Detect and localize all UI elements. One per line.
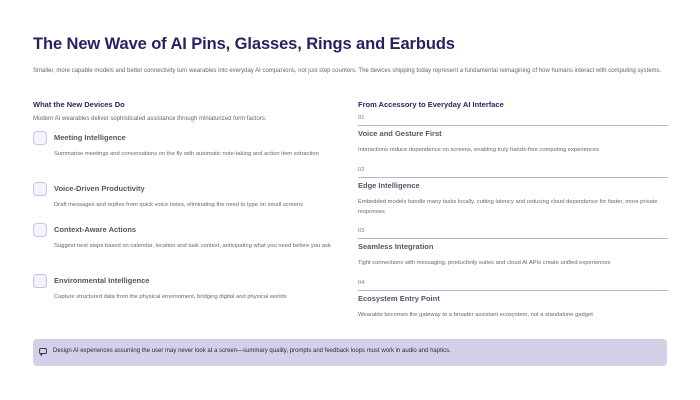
step-title: Seamless Integration: [358, 242, 434, 251]
checkbox[interactable]: [33, 223, 47, 237]
step-description: Tight connections with messaging, productivity suites and cloud AI APIs create unified experiences: [358, 260, 611, 266]
step-description: Wearable becomes the gateway to a broader assistant ecosystem, not a standalone gadget: [358, 312, 593, 318]
feature-description: Draft messages and replies from quick voice notes, eliminating the need to type on small screens: [54, 202, 304, 208]
divider: [358, 177, 668, 178]
feature-title: Context-Aware Actions: [54, 225, 137, 234]
checkbox[interactable]: [33, 182, 47, 196]
feature-description: Capture structured data from the physical environment, bridging digital and physical worlds: [54, 294, 287, 300]
divider: [358, 238, 668, 239]
callout-banner: [33, 339, 667, 366]
feature-description: Suggest next steps based on calendar, location and task context, anticipating what you need before you ask: [54, 243, 331, 249]
step-title: Ecosystem Entry Point: [358, 294, 440, 303]
right-column-heading: From Accessory to Everyday AI Interface: [358, 100, 504, 109]
step-number: 04: [358, 280, 365, 286]
step-description: Embedded models handle many tasks locally, cutting latency and reducing cloud dependence for faster, more private responses: [358, 199, 658, 215]
step-title: Voice and Gesture First: [358, 129, 442, 138]
divider: [358, 290, 668, 291]
checkbox[interactable]: [33, 274, 47, 288]
feature-title: Voice-Driven Productivity: [54, 184, 145, 193]
intro-text: Smaller, more capable models and better connectivity turn wearables into everyday AI companions, not just step counters. The devices shipping today represent a fundamental reimagining of how humans interact with computing systems.: [33, 68, 662, 74]
left-column-intro: Modern AI wearables deliver sophisticated assistance through miniaturized form factors:: [33, 116, 267, 122]
divider: [358, 125, 668, 126]
step-title: Edge Intelligence: [358, 181, 420, 190]
feature-title: Meeting Intelligence: [54, 133, 126, 142]
feature-description: Summarise meetings and conversations on the fly with automatic note-taking and action item extraction: [54, 151, 319, 157]
callout-text: Design AI experiences assuming the user may never look at a screen—summary quality, prompts and feedback loops must work in audio and haptics.: [53, 348, 451, 354]
step-number: 02: [358, 167, 365, 173]
message-icon: [39, 348, 47, 356]
step-number: 01: [358, 115, 365, 121]
step-description: Interactions reduce dependence on screens, enabling truly hands-free computing experiences: [358, 147, 600, 153]
feature-title: Environmental Intelligence: [54, 276, 150, 285]
left-column-heading: What the New Devices Do: [33, 100, 125, 109]
step-number: 03: [358, 228, 365, 234]
page-title: The New Wave of AI Pins, Glasses, Rings and Earbuds: [33, 35, 455, 53]
checkbox[interactable]: [33, 131, 47, 145]
